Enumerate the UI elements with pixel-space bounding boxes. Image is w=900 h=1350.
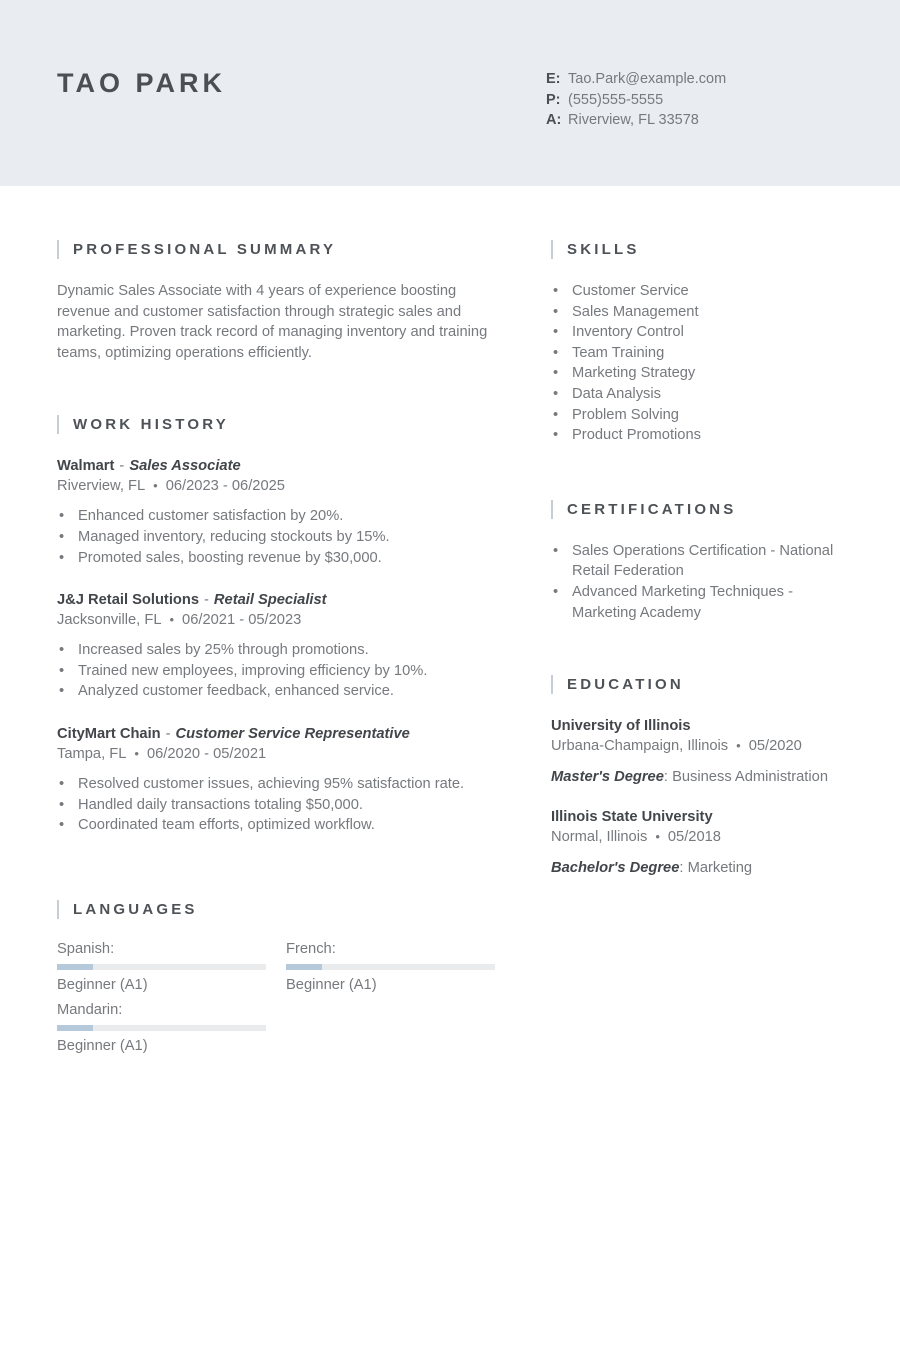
section-languages [57, 900, 491, 919]
certification-item: • Sales Operations Certification - National Retail Federation [551, 541, 847, 582]
job-role: Sales Associate [129, 458, 241, 475]
section-title: PROFESSIONAL SUMMARY [73, 241, 337, 258]
skill-item: • Customer Service [551, 281, 847, 302]
degree-line [551, 769, 847, 785]
section-certifications [551, 500, 847, 519]
section-pipe [551, 675, 553, 694]
section-pipe [57, 240, 59, 259]
candidate-name: TAO PARK [57, 68, 226, 98]
dot-separator: • [134, 745, 139, 761]
job-meta-line [57, 612, 491, 628]
section-education [551, 675, 847, 694]
language-level: Beginner (A1) [286, 976, 377, 993]
section-professional-summary [57, 240, 491, 259]
school-location: Urbana-Champaign, Illinois [551, 738, 729, 755]
degree-field: Business Administration [667, 769, 828, 786]
skill-item: • Marketing Strategy [551, 363, 847, 384]
language-level: Beginner (A1) [57, 1037, 148, 1054]
education-entry [551, 718, 847, 785]
language-item [57, 1002, 266, 1054]
language-progress-track [57, 1025, 266, 1031]
degree-line [551, 860, 847, 876]
skill-item: • Problem Solving [551, 405, 847, 426]
degree-field: Marketing [683, 860, 753, 877]
job-location: Jacksonville, FL [57, 612, 162, 629]
job-bullet: • Handled daily transactions totaling $50,000. [57, 795, 491, 816]
colon-separator: : [679, 860, 684, 877]
job-bullet: • Coordinated team efforts, optimized workflow. [57, 815, 491, 836]
job-bullet: • Increased sales by 25% through promotions. [57, 640, 491, 661]
skill-item: • Data Analysis [551, 384, 847, 405]
job-title-line [57, 726, 491, 742]
job-dates: 06/2023 - 06/2025 [165, 478, 285, 495]
job-company: CityMart Chain [57, 725, 161, 742]
language-item [286, 941, 495, 993]
skill-item: • Inventory Control [551, 322, 847, 343]
contact-email-row [546, 69, 726, 90]
left-column [57, 186, 491, 1063]
colon-separator: : [663, 769, 668, 786]
school-name: University of Illinois [551, 718, 691, 735]
skill-item: • Product Promotions [551, 425, 847, 446]
job-bullet-list [57, 774, 491, 836]
section-title: SKILLS [567, 241, 640, 258]
school-name: Illinois State University [551, 809, 713, 826]
email-label: E: [546, 71, 561, 87]
summary-text: Dynamic Sales Associate with 4 years of experience boosting revenue and customer satisfaction through strategic sales and marketing. Proven track record of managing inventory and training teams, optimizing operations efficiently. [57, 283, 488, 361]
address-value: Riverview, FL 33578 [568, 112, 699, 128]
job-bullet-list [57, 506, 491, 568]
skill-item: • Sales Management [551, 302, 847, 323]
contact-address-row [546, 110, 726, 131]
section-pipe [551, 240, 553, 259]
skill-item: • Team Training [551, 343, 847, 364]
school-meta-line [551, 738, 847, 754]
job-location: Riverview, FL [57, 478, 146, 495]
dot-separator: • [169, 612, 175, 628]
job-meta-line [57, 478, 491, 494]
dash-separator: - [119, 458, 125, 475]
contact-block [546, 69, 726, 131]
job-title-line [57, 592, 491, 608]
language-name: French: [286, 940, 336, 957]
degree-name: Master's Degree [551, 769, 664, 786]
school-location: Normal, Illinois [551, 829, 648, 846]
section-work-history [57, 415, 491, 434]
job-bullet: • Managed inventory, reducing stockouts by 15%. [57, 527, 491, 548]
header [0, 0, 900, 186]
dot-separator: • [736, 738, 741, 754]
dash-separator: - [204, 592, 209, 609]
job-bullet: • Analyzed customer feedback, enhanced service. [57, 681, 491, 702]
job-role: Retail Specialist [213, 592, 327, 609]
languages-grid [57, 941, 491, 1063]
right-column [551, 186, 847, 876]
language-item [57, 941, 266, 993]
job-role: Customer Service Representative [175, 725, 410, 742]
job-dates: 06/2021 - 05/2023 [182, 612, 302, 629]
skills-list [551, 281, 847, 446]
section-pipe [57, 900, 59, 919]
address-label: A: [546, 112, 562, 128]
section-pipe [551, 500, 553, 519]
section-skills [551, 240, 847, 259]
job-bullet: • Resolved customer issues, achieving 95% satisfaction rate. [57, 774, 491, 795]
job-bullet: • Enhanced customer satisfaction by 20%. [57, 506, 491, 527]
job-location: Tampa, FL [57, 745, 127, 762]
job-entry [57, 592, 491, 702]
job-entry [57, 458, 491, 568]
section-pipe [57, 415, 59, 434]
school-meta-line [551, 829, 847, 845]
email-value: Tao.Park@example.com [568, 71, 727, 87]
language-progress-track [57, 964, 266, 970]
dot-separator: • [655, 829, 660, 845]
job-dates: 06/2020 - 05/2021 [146, 745, 267, 762]
job-entry [57, 726, 491, 836]
language-name: Spanish: [57, 940, 115, 957]
language-level: Beginner (A1) [57, 976, 148, 993]
school-date: 05/2020 [748, 738, 802, 755]
section-title: WORK HISTORY [73, 416, 229, 434]
language-progress-fill [57, 964, 93, 970]
job-bullet: • Promoted sales, boosting revenue by $30,000. [57, 548, 491, 569]
job-title-line [57, 458, 491, 474]
language-progress-fill [57, 1025, 93, 1031]
section-title: CERTIFICATIONS [567, 500, 737, 518]
degree-name: Bachelor's Degree [551, 860, 680, 877]
job-company: J&J Retail Solutions [57, 592, 200, 609]
phone-value: (555)555-5555 [568, 91, 664, 108]
language-progress-track [286, 964, 495, 970]
education-entry [551, 809, 847, 876]
language-progress-fill [286, 964, 322, 970]
dash-separator: - [165, 725, 171, 742]
job-bullet: • Trained new employees, improving efficiency by 10%. [57, 661, 491, 682]
section-title: LANGUAGES [73, 900, 198, 918]
dot-separator: • [153, 478, 158, 494]
job-bullet-list [57, 640, 491, 702]
job-company: Walmart [57, 458, 115, 475]
certification-item: • Advanced Marketing Techniques - Marketing Academy [551, 582, 847, 623]
school-date: 05/2018 [667, 829, 721, 846]
job-meta-line [57, 746, 491, 762]
certifications-list [551, 541, 847, 623]
section-title: EDUCATION [567, 676, 684, 694]
language-name: Mandarin: [57, 1001, 123, 1018]
contact-phone-row [546, 90, 726, 111]
phone-label: P: [546, 91, 561, 108]
